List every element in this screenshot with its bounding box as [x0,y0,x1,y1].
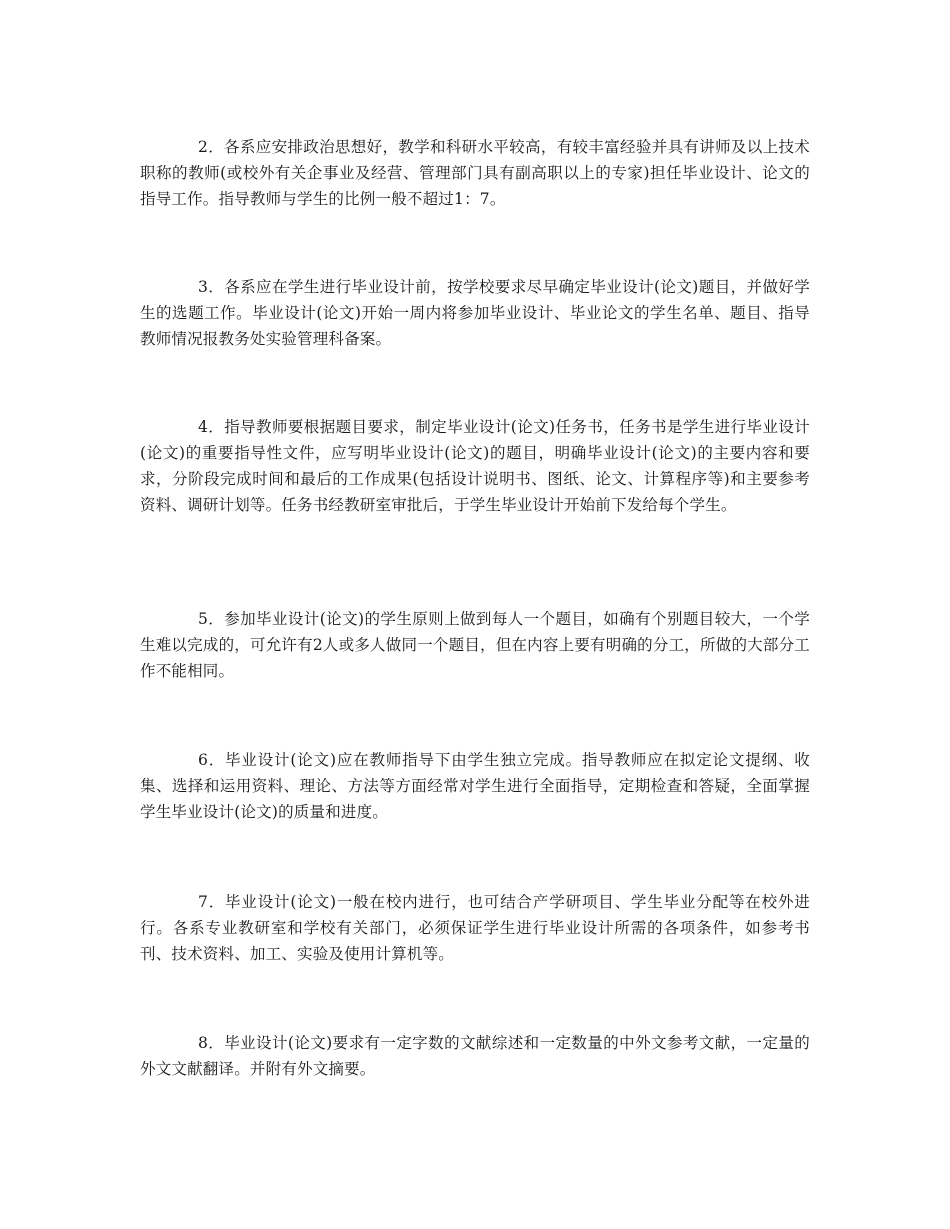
paragraph-item-3: 3．各系应在学生进行毕业设计前，按学校要求尽早确定毕业设计(论文)题目，并做好学生的选题工作。毕业设计(论文)开始一周内将参加毕业设计、毕业论文的学生名单、题目、指导教师情况报教务处实验管理科备案。 [140,278,810,348]
paragraph-item-8: 8．毕业设计(论文)要求有一定字数的文献综述和一定数量的中外文参考文献，一定量的外文文献翻译。并附有外文摘要。 [140,1034,810,1078]
paragraph-item-4: 4．指导教师要根据题目要求，制定毕业设计(论文)任务书，任务书是学生进行毕业设计(论文)的重要指导性文件，应写明毕业设计(论文)的题目，明确毕业设计(论文)的主要内容和要求，分阶段完成时间和最后的工作成果(包括设计说明书、图纸、论文、计算程序等)和主要参考资料、调研计划等。任务书经教研室审批后，于学生毕业设计开始前下发给每个学生。 [140,418,810,514]
paragraph-item-2: 2．各系应安排政治思想好，教学和科研水平较高，有较丰富经验并具有讲师及以上技术职称的教师(或校外有关企事业及经营、管理部门具有副高职以上的专家)担任毕业设计、论文的指导工作。指导教师与学生的比例一般不超过1：7。 [140,138,810,208]
paragraph-item-6: 6．毕业设计(论文)应在教师指导下由学生独立完成。指导教师应在拟定论文提纲、收集、选择和运用资料、理论、方法等方面经常对学生进行全面指导，定期检查和答疑，全面掌握学生毕业设计(论文)的质量和进度。 [140,751,810,821]
paragraph-item-5: 5．参加毕业设计(论文)的学生原则上做到每人一个题目，如确有个别题目较大，一个学生难以完成的，可允许有2人或多人做同一个题目，但在内容上要有明确的分工，所做的大部分工作不能相同。 [140,610,810,680]
paragraph-item-7: 7．毕业设计(论文)一般在校内进行，也可结合产学研项目、学生毕业分配等在校外进行。各系专业教研室和学校有关部门，必须保证学生进行毕业设计所需的各项条件，如参考书刊、技术资料、加工、实验及使用计算机等。 [140,893,810,963]
